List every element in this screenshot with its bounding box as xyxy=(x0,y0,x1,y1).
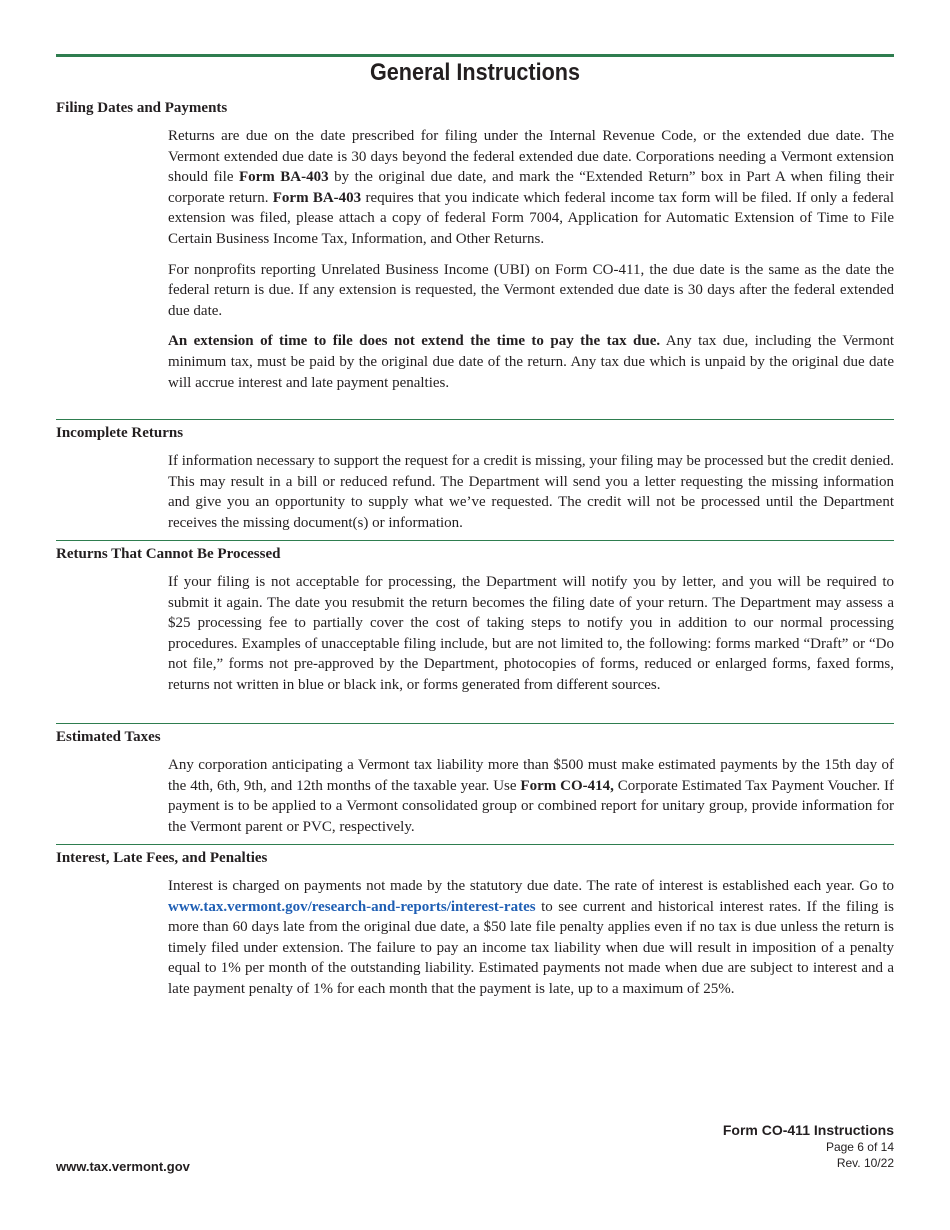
revision-date: Rev. 10/22 xyxy=(836,1156,894,1170)
section-heading: Interest, Late Fees, and Penalties xyxy=(56,850,268,866)
emphasis-text: An extension of time to file does not extend the time to pay the tax due. xyxy=(168,333,661,350)
footer-form-info xyxy=(723,1121,894,1171)
section-heading: Filing Dates and Payments xyxy=(56,100,228,116)
section-divider xyxy=(56,723,894,724)
paragraph xyxy=(168,331,894,393)
page-number: Page 6 of 14 xyxy=(825,1140,894,1154)
section-divider xyxy=(56,419,894,420)
section-incomplete-returns xyxy=(56,419,894,543)
interest-rates-link[interactable]: www.tax.vermont.gov/research-and-reports/interest-rates xyxy=(168,898,536,915)
form-reference: Form CO-414, xyxy=(520,777,614,794)
top-rule xyxy=(56,54,894,57)
paragraph: If your filing is not acceptable for processing, the Department will notify you by letter, and you will be required to submit it again. The date you resubmit the return becomes the filing date of your return. The Department may assess a $25 processing fee to partially cover the cost of taking steps to notify you in addition to our normal processing procedures. Examples of unacceptable filing include, but are not limited to, the following: forms marked “Draft” or “Do not file,” forms not pre-approved by the Department, photocopies of forms, reduced or enlarged forms, faxed forms, returns not written in blue or black ink, or forms generated from different sources. xyxy=(168,574,894,693)
text-run: Corporate Estimated Tax Payment Voucher. If payment is to be applied to a Vermont consolidated group or combined report for unitary group, provide information for the Vermont parent or PVC, respectively. xyxy=(168,777,895,835)
form-reference: Form BA-403 xyxy=(238,169,329,186)
section-estimated-taxes xyxy=(56,723,894,847)
text-run: requires that you indicate which federal income tax form will be filed. If only a federal extension was filed, please attach a copy of federal Form 7004, Application for Automatic Extension of Time to File Certain Business Income Tax, Information, and Other Returns. xyxy=(168,189,894,247)
section-filing-dates xyxy=(56,98,894,403)
page-title: General Instructions xyxy=(369,59,581,86)
paragraph: If information necessary to support the request for a credit is missing, your filing may be processed but the credit denied. This may result in a bill or reduced refund. The Department will send you a letter requesting the missing information and give you an opportunity to supply what we’ve requested. The credit will not be processed until the Department receives the missing document(s) or information. xyxy=(168,453,894,531)
section-heading: Incomplete Returns xyxy=(56,425,184,441)
paragraph xyxy=(168,126,894,250)
text-run: Returns are due on the date prescribed for filing under the Internal Revenue Code, or the extended due date. The Vermont extended due date is 30 days beyond the federal extended due date. Corporations needing a Vermont extension should file xyxy=(168,128,894,186)
text-run: to see current and historical interest rates. If the filing is more than 60 days late from the original due date, a $50 late file penalty applies even if no tax is due unless the return is timely filed under extension. The failure to pay an income tax liability when due will result in imposition of a penalty equal to 1% per month of the outstanding liability. Estimated payments not made when due are subject to interest and a late payment penalty of 1% for each month that the payment is late, up to a maximum of 25%. xyxy=(168,898,894,997)
section-heading: Estimated Taxes xyxy=(56,729,161,745)
footer-form-title: Form CO-411 Instructions xyxy=(722,1122,894,1138)
paragraph xyxy=(168,755,894,837)
section-divider xyxy=(56,540,894,541)
section-interest-fees-penalties xyxy=(56,844,894,1010)
paragraph xyxy=(168,876,894,1000)
text-run: Any corporation anticipating a Vermont tax liability more than $500 must make estimated payments by the 15th day of the 4th, 6th, 9th, and 12th months of the taxable year. Use xyxy=(168,757,894,794)
text-run: by the original due date, and mark the “Extended Return” box in Part A when filing their corporate return. xyxy=(168,169,894,206)
text-run: Interest is charged on payments not made by the statutory due date. The rate of interest is established each year. Go to xyxy=(168,878,894,894)
section-returns-cannot-be-processed xyxy=(56,540,894,706)
paragraph: For nonprofits reporting Unrelated Business Income (UBI) on Form CO-411, the due date is the same as the date the federal return is due. If any extension is requested, the Vermont extended due date is 30 days after the federal extended due date. xyxy=(168,261,894,319)
form-reference: Form BA-403 xyxy=(272,189,362,206)
text-run: Any tax due, including the Vermont minimum tax, must be paid by the original due date of the return. Any tax due which is unpaid by the original due date will accrue interest and late payment penalties. xyxy=(168,333,894,391)
section-divider xyxy=(56,844,894,845)
footer-website: www.tax.vermont.gov xyxy=(56,1159,190,1174)
section-heading: Returns That Cannot Be Processed xyxy=(56,546,281,562)
